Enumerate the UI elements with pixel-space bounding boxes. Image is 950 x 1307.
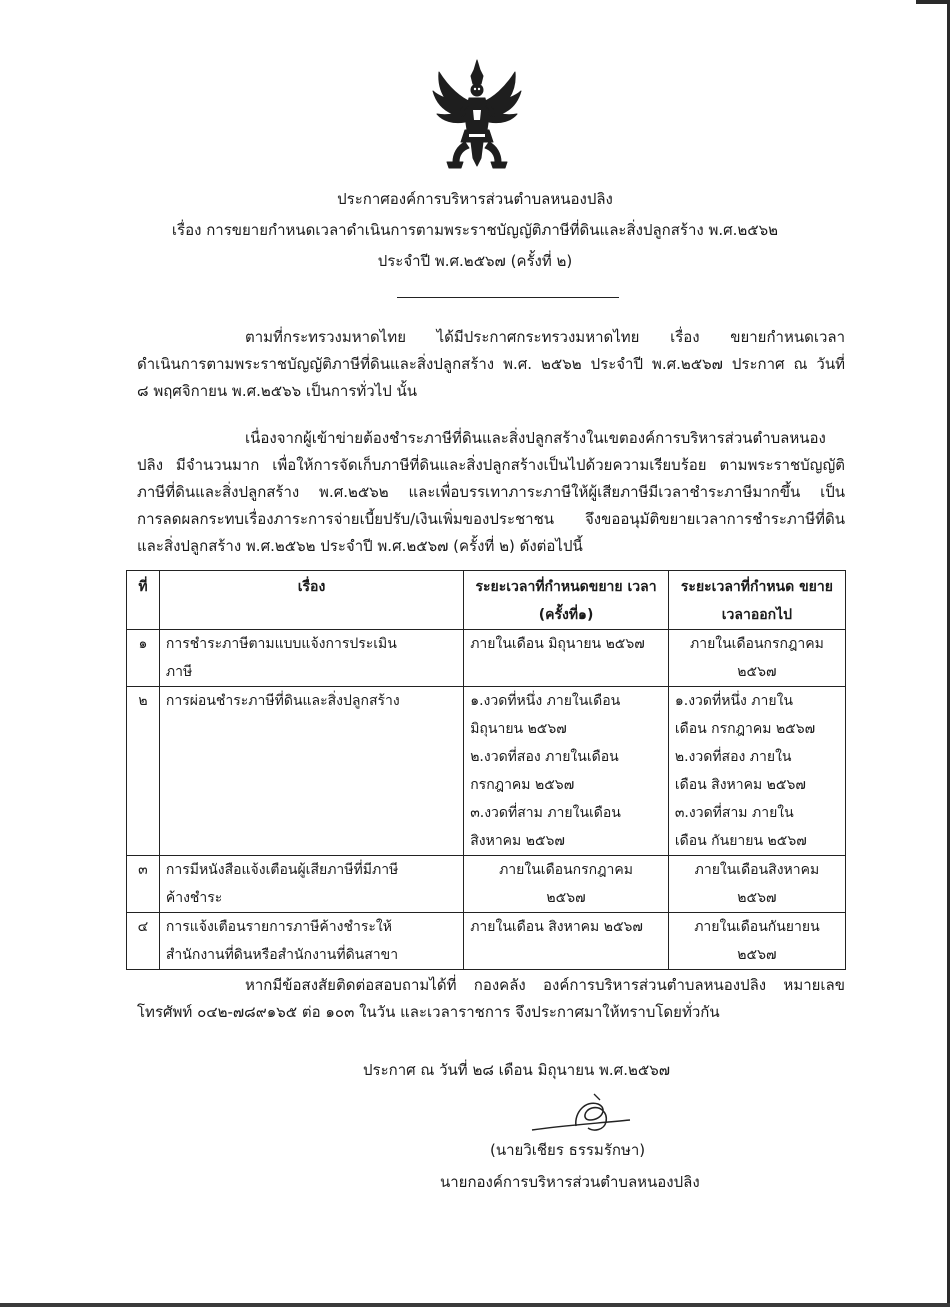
row-topic: การมีหนังสือแจ้งเตือนผู้เสียภาษีที่มีภาษี ค้างชำระ <box>159 856 463 913</box>
paragraph-line: ภาษีที่ดินและสิ่งปลูกสร้าง พ.ศ.๒๕๖๒ และเพื่อบรรเทาภาระภาษีให้ผู้เสียภาษีมีเวลาชำระภาษีมากขึ้น เป็น <box>137 483 845 501</box>
paragraph-contact <box>137 972 845 1026</box>
paragraph-line: การลดผลกระทบเรื่องภาระการจ่ายเบี้ยปรับ/เงินเพิ่มของประชาชน จึงขออนุมัติขยายเวลาการชำระภาษีที่ดิน <box>137 510 845 528</box>
signer-position: นายกองค์การบริหารส่วนตำบลหนองปลิง <box>440 1173 700 1191</box>
row-period1: ๑.งวดที่หนึ่ง ภายในเดือน มิถุนายน ๒๕๖๗ ๒.งวดที่สอง ภายในเดือน กรกฎาคม ๒๕๖๗ ๓.งวดที่สาม ภายในเดือน สิงหาคม ๒๕๖๗ <box>464 687 669 856</box>
header-period2: ระยะเวลาที่กำหนด ขยายเวลาออกไป <box>668 571 845 630</box>
table-row <box>127 630 846 687</box>
row-period1: ภายในเดือน มิถุนายน ๒๕๖๗ <box>464 630 669 687</box>
signer-name: (นายวิเชียร ธรรมรักษา) <box>490 1141 646 1159</box>
table-row <box>127 913 846 970</box>
announcement-year: ประจำปี พ.ศ.๒๕๖๗ (ครั้งที่ ๒) <box>377 252 573 270</box>
announce-date: ประกาศ ณ วันที่ ๒๘ เดือน มิถุนายน พ.ศ.๒๕๖๗ <box>363 1061 671 1079</box>
scan-edge-corner <box>916 0 950 4</box>
announcement-title: ประกาศองค์การบริหารส่วนตำบลหนองปลิง <box>337 190 613 208</box>
announcement-subject: เรื่อง การขยายกำหนดเวลาดำเนินการตามพระราชบัญญัติภาษีที่ดินและสิ่งปลูกสร้าง พ.ศ.๒๕๖๒ <box>171 221 779 239</box>
row-topic: การชำระภาษีตามแบบแจ้งการประเมิน ภาษี <box>159 630 463 687</box>
paragraph-line: และสิ่งปลูกสร้าง พ.ศ.๒๕๖๒ ประจำปี พ.ศ.๒๕๖๗ (ครั้งที่ ๒) ดังต่อไปนี้ <box>137 537 583 555</box>
paragraph-line: หากมีข้อสงสัยติดต่อสอบถามได้ที่ กองคลัง องค์การบริหารส่วนตำบลหนองปลิง หมายเลข <box>245 976 845 994</box>
paragraph-line: ตามที่กระทรวงมหาดไทย ได้มีประกาศกระทรวงมหาดไทย เรื่อง ขยายกำหนดเวลา <box>245 328 845 346</box>
row-number: ๒ <box>127 687 160 856</box>
row-number: ๓ <box>127 856 160 913</box>
table-row <box>127 856 846 913</box>
row-period1: ภายในเดือน สิงหาคม ๒๕๖๗ <box>464 913 669 970</box>
row-number: ๔ <box>127 913 160 970</box>
title-divider <box>397 297 619 298</box>
paragraph-reason <box>137 425 845 560</box>
row-topic: การผ่อนชำระภาษีที่ดินและสิ่งปลูกสร้าง <box>159 687 463 856</box>
row-period2: ภายในเดือนกันยายน ๒๕๖๗ <box>668 913 845 970</box>
schedule-table <box>126 570 846 970</box>
header-topic: เรื่อง <box>159 571 463 630</box>
signature-mark <box>528 1090 638 1136</box>
header-period1: ระยะเวลาที่กำหนดขยาย เวลา (ครั้งที่๑) <box>464 571 669 630</box>
garuda-emblem-icon <box>431 58 523 174</box>
row-period2: ภายในเดือนกรกฎาคม ๒๕๖๗ <box>668 630 845 687</box>
paragraph-line: โทรศัพท์ ๐๔๒-๗๘๙๑๖๕ ต่อ ๑๐๓ ในวัน และเวลาราชการ จึงประกาศมาให้ทราบโดยทั่วกัน <box>137 1003 720 1021</box>
table-row <box>127 687 846 856</box>
paragraph-reference <box>137 324 845 405</box>
paragraph-line: เนื่องจากผู้เข้าข่ายต้องชำระภาษีที่ดินและสิ่งปลูกสร้างในเขตองค์การบริหารส่วนตำบลหนอง <box>245 429 826 447</box>
paragraph-line: ปลิง มีจำนวนมาก เพื่อให้การจัดเก็บภาษีที่ดินและสิ่งปลูกสร้างเป็นไปด้วยความเรียบร้อย ตามพระราชบัญญัติ <box>137 456 845 474</box>
scan-edge-bottom <box>0 1303 950 1307</box>
table-header-row <box>127 571 846 630</box>
paragraph-line: ดำเนินการตามพระราชบัญญัติภาษีที่ดินและสิ่งปลูกสร้าง พ.ศ. ๒๕๖๒ ประจำปี พ.ศ.๒๕๖๗ ประกาศ ณ วันที่ <box>137 355 845 373</box>
paragraph-line: ๘ พฤศจิกายน พ.ศ.๒๕๖๖ เป็นการทั่วไป นั้น <box>137 382 418 400</box>
row-period2: ๑.งวดที่หนึ่ง ภายใน เดือน กรกฎาคม ๒๕๖๗ ๒.งวดที่สอง ภายใน เดือน สิงหาคม ๒๕๖๗ ๓.งวดที่สาม ภายใน เดือน กันยายน ๒๕๖๗ <box>668 687 845 856</box>
row-number: ๑ <box>127 630 160 687</box>
row-topic: การแจ้งเตือนรายการภาษีค้างชำระให้ สำนักงานที่ดินหรือสำนักงานที่ดินสาขา <box>159 913 463 970</box>
row-period2: ภายในเดือนสิงหาคม ๒๕๖๗ <box>668 856 845 913</box>
row-period1: ภายในเดือนกรกฎาคม ๒๕๖๗ <box>464 856 669 913</box>
header-no: ที่ <box>127 571 160 630</box>
